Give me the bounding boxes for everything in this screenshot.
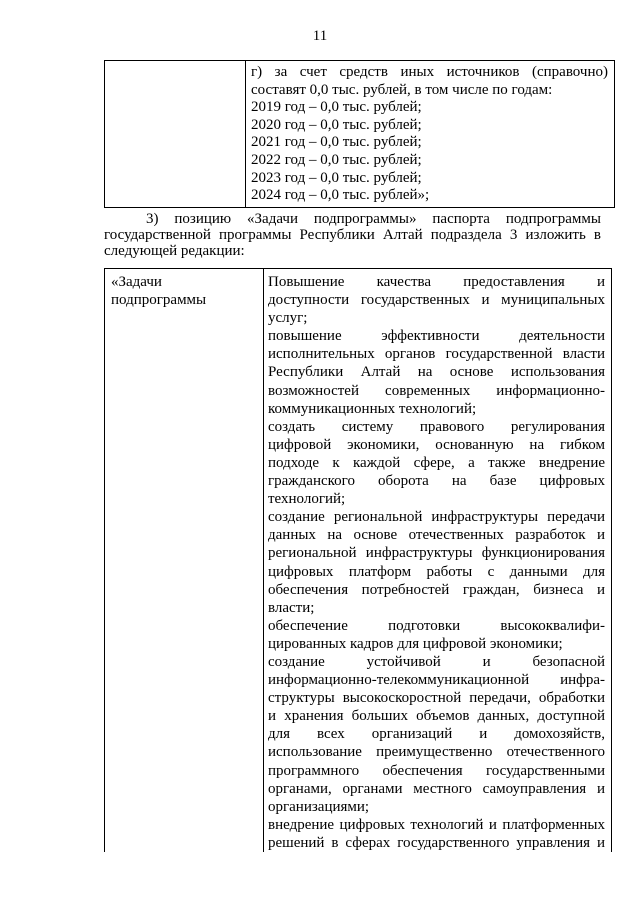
tasks-line: использование преимущественно отечественного <box>268 744 605 761</box>
tasks-line: власти; <box>268 599 315 616</box>
subprogram-tasks-table <box>104 268 612 852</box>
paragraph-line: 3) позицию «Задачи подпрограммы» паспорта подпрограммы <box>146 211 601 227</box>
tasks-line: цифровых платформ работы с данными для <box>268 563 605 580</box>
tasks-line: подходе к каждой сфере, а также внедрение <box>268 454 605 471</box>
funding-line: составят 0,0 тыс. рублей, в том числе по годам: <box>251 81 553 98</box>
funding-line: 2023 год – 0,0 тыс. рублей; <box>251 169 422 186</box>
tasks-line: Республики Алтай на основе использования <box>268 364 605 381</box>
funding-line: 2019 год – 0,0 тыс. рублей; <box>251 99 422 116</box>
funding-line: 2024 год – 0,0 тыс. рублей»; <box>251 187 430 204</box>
tasks-line: решений в сферах государственного управления и <box>268 834 605 851</box>
tasks-line: доступности государственных и муниципальных <box>268 292 605 309</box>
tasks-line: возможностей современных информационно- <box>268 382 605 399</box>
amendment-paragraph <box>104 211 601 259</box>
tasks-line: услуг; <box>268 310 308 327</box>
tasks-line: цированных кадров для цифровой экономики; <box>268 635 563 652</box>
tasks-text-cell <box>264 269 612 853</box>
paragraph-line: государственной программы Республики Алтай подраздела 3 изложить в <box>104 227 601 243</box>
tasks-line: исполнительных органов государственной власти <box>268 346 605 363</box>
tasks-line: цифровой экономики, основанную на гибком <box>268 436 605 453</box>
tasks-line: обеспечение подготовки высококвалифи- <box>268 617 605 634</box>
tasks-label-cell <box>105 269 264 853</box>
tasks-label-line: «Задачи <box>111 274 162 290</box>
tasks-line: и хранения больших объемов данных, доступной <box>268 708 605 725</box>
tasks-line: данных на основе отечественных разработок и <box>268 527 605 544</box>
funding-table-text-cell <box>246 61 615 208</box>
tasks-line: обеспечения потребностей граждан, бизнеса и <box>268 581 605 598</box>
funding-table-label-cell <box>105 61 246 208</box>
tasks-line: гражданского оборота на базе цифровых <box>268 473 605 490</box>
tasks-line: повышение эффективности деятельности <box>268 328 605 345</box>
tasks-line: информационно-телекоммуникационной инфра- <box>268 672 605 689</box>
tasks-line: создание устойчивой и безопасной <box>268 653 605 670</box>
funding-line: г) за счет средств иных источников (справочно) <box>251 64 608 80</box>
tasks-line: создать систему правового регулирования <box>268 418 605 435</box>
tasks-label-line: подпрограммы <box>111 292 207 309</box>
tasks-line: для всех организаций и домохозяйств, <box>268 726 605 743</box>
tasks-line: региональной инфраструктуры функционирования <box>268 545 605 562</box>
tasks-line: программного обеспечения государственными <box>268 762 605 779</box>
funding-line: 2022 год – 0,0 тыс. рублей; <box>251 151 422 168</box>
tasks-line: органами, органами местного самоуправления и <box>268 780 605 797</box>
paragraph-line: следующей редакции: <box>104 243 245 259</box>
tasks-line: технологий; <box>268 491 346 508</box>
tasks-line: создание региональной инфраструктуры передачи <box>268 509 605 526</box>
funding-sources-table <box>104 60 615 208</box>
tasks-line: организациями; <box>268 798 370 815</box>
tasks-line: структуры высокоскоростной передачи, обработки <box>268 690 605 707</box>
tasks-line: Повышение качества предоставления и <box>268 274 605 290</box>
funding-line: 2021 год – 0,0 тыс. рублей; <box>251 134 422 151</box>
tasks-line: внедрение цифровых технологий и платформенных <box>268 816 605 833</box>
funding-line: 2020 год – 0,0 тыс. рублей; <box>251 116 422 133</box>
tasks-line: коммуникационных технологий; <box>268 400 477 417</box>
page-number: 11 <box>312 28 328 44</box>
